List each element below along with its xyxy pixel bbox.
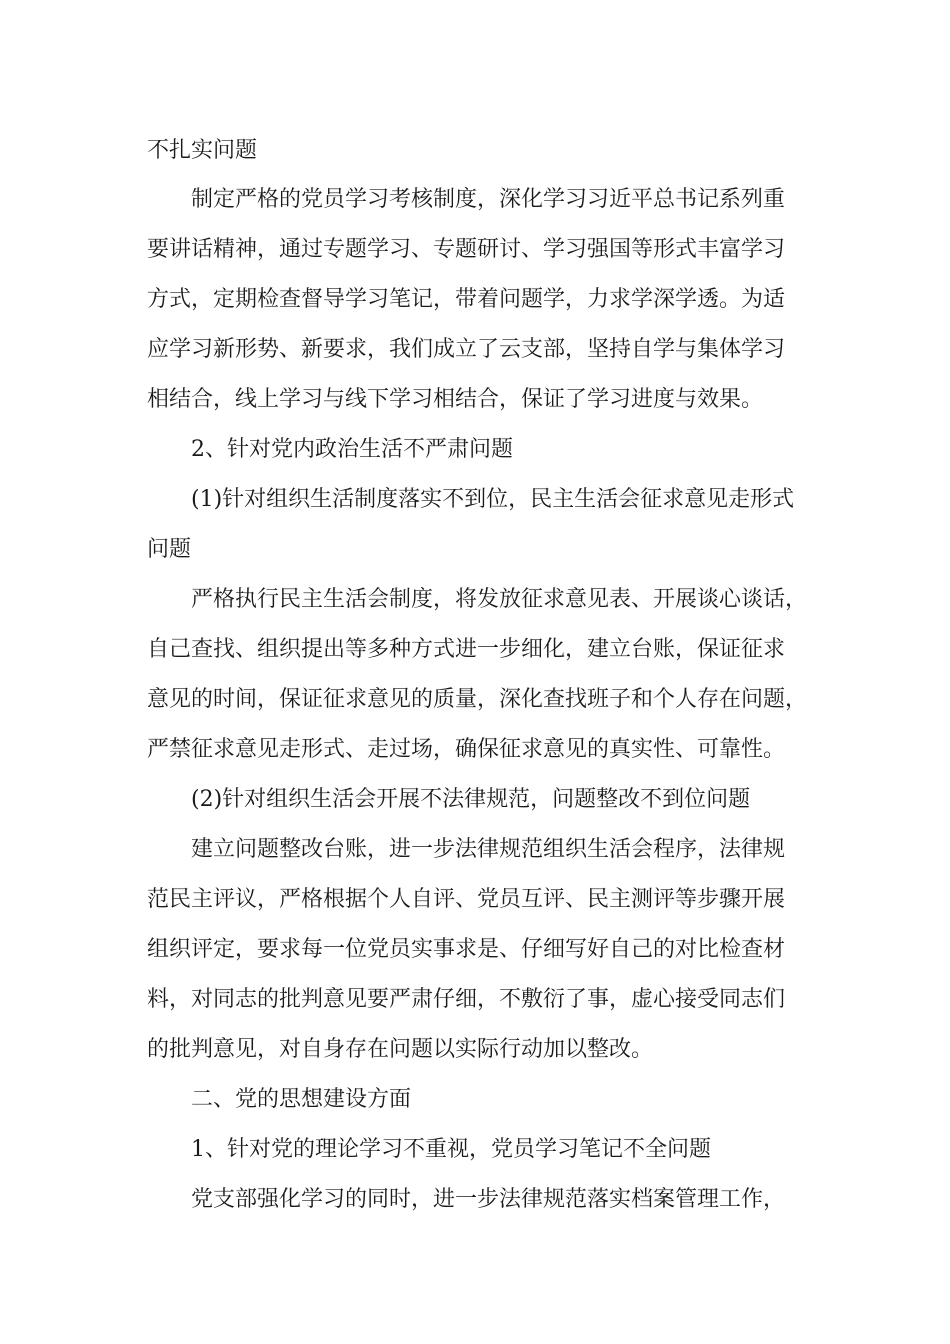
text-line: 要讲话精神，通过专题学习、专题研讨、学习强国等形式丰富学习 (147, 237, 786, 262)
text-line: 应学习新形势、新要求，我们成立了云支部，坚持自学与集体学习 (147, 337, 786, 362)
text-line: 问题 (147, 537, 192, 562)
text-line: 料，对同志的批判意见要严肃仔细，不敷衍了事，虚心接受同志们 (147, 987, 786, 1012)
text-line: 意见的时间，保证征求意见的质量，深化查找班子和个人存在问题， (147, 687, 808, 712)
paragraph-line: 建立问题整改台账，进一步法律规范组织生活会程序，法律规 (191, 837, 786, 862)
paragraph-line: 制定严格的党员学习考核制度，深化学习习近平总书记系列重 (191, 187, 786, 212)
paragraph-line: 党支部强化学习的同时，进一步法律规范落实档案管理工作， (191, 1187, 786, 1212)
text-line: 相结合，线上学习与线下学习相结合，保证了学习进度与效果。 (147, 387, 764, 412)
text-line: 范民主评议，严格根据个人自评、党员互评、民主测评等步骤开展 (147, 887, 786, 912)
text-line: 自己查找、组织提出等多种方式进一步细化，建立台账，保证征求 (147, 637, 786, 662)
text-line: 的批判意见，对自身存在问题以实际行动加以整改。 (147, 1037, 654, 1062)
subsection-heading: 1、针对党的理论学习不重视，党员学习笔记不全问题 (191, 1137, 711, 1162)
subsection-heading: (1)针对组织生活制度落实不到位，民主生活会征求意见走形式 (191, 487, 795, 512)
paragraph-line: 严格执行民主生活会制度，将发放征求意见表、开展谈心谈话， (191, 587, 808, 612)
text-line: 组织评定，要求每一位党员实事求是、仔细写好自己的对比检查材 (147, 937, 786, 962)
subsection-heading: (2)针对组织生活会开展不法律规范，问题整改不到位问题 (191, 787, 751, 812)
text-line: 方式，定期检查督导学习笔记，带着问题学，力求学深学透。为适 (147, 287, 786, 312)
text-line: 严禁征求意见走形式、走过场，确保征求意见的真实性、可靠性。 (147, 737, 786, 762)
section-heading: 2、针对党内政治生活不严肃问题 (191, 437, 513, 462)
text-line: 不扎实问题 (147, 138, 258, 163)
section-heading: 二、党的思想建设方面 (191, 1087, 412, 1112)
